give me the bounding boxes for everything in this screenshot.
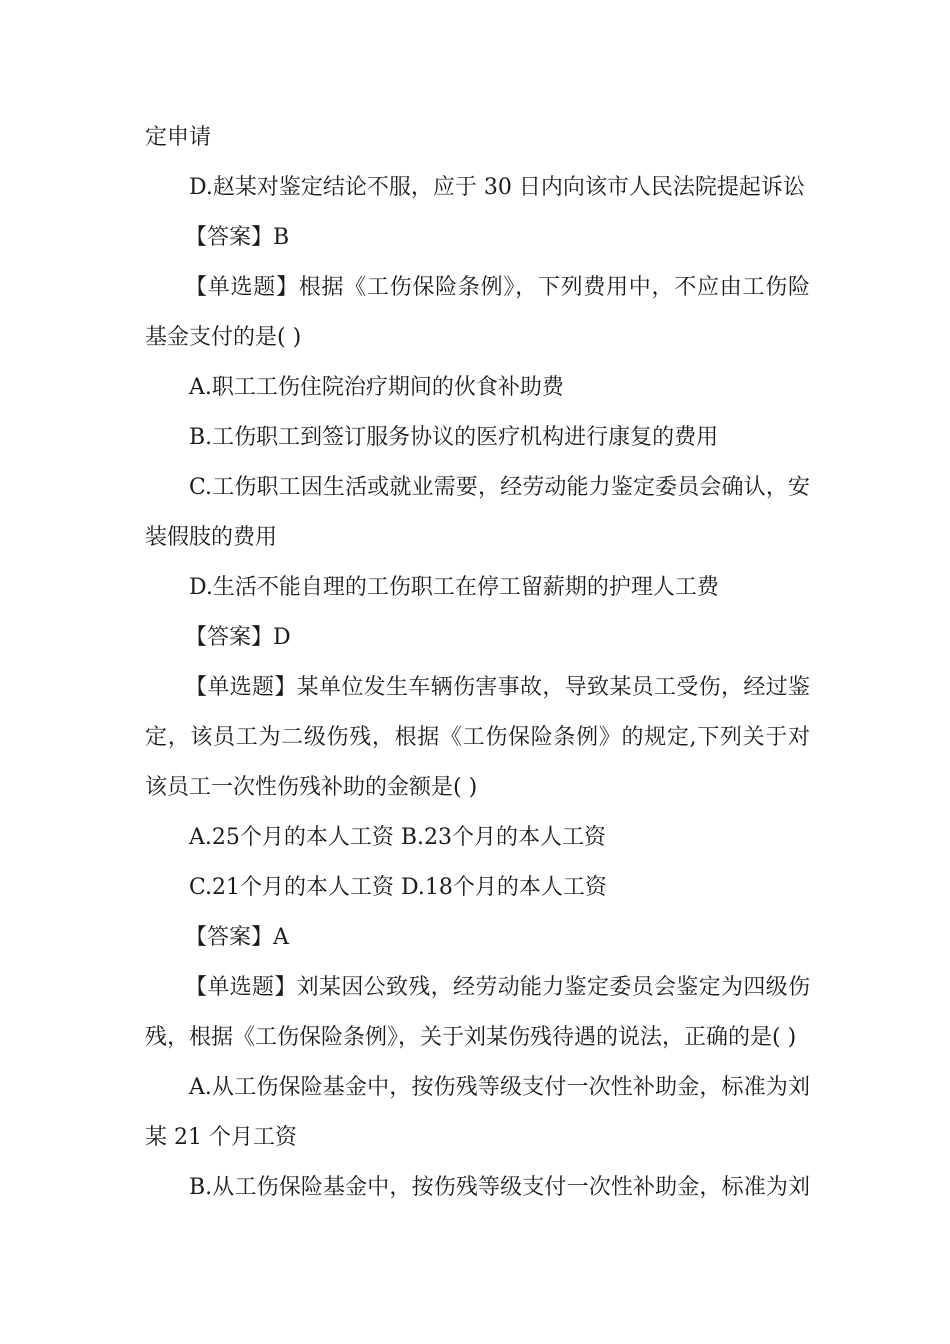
question-line: 【单选题】某单位发生车辆伤害事故，导致某员工受伤，经过鉴 bbox=[185, 675, 810, 700]
answer-line: 【答案】A bbox=[185, 925, 289, 950]
option-a-continued: 某 21 个月工资 bbox=[145, 1125, 297, 1150]
question-line: 残，根据《工伤保险条例》，关于刘某伤残待遇的说法，正确的是( ) bbox=[145, 1025, 797, 1050]
question-line: 【单选题】刘某因公致残，经劳动能力鉴定委员会鉴定为四级伤 bbox=[185, 975, 810, 1000]
option-b: B.从工伤保险基金中，按伤残等级支付一次性补助金，标准为刘 bbox=[189, 1175, 810, 1200]
option-d: D.赵某对鉴定结论不服，应于 30 日内向该市人民法院提起诉讼 bbox=[189, 175, 805, 200]
options-a-b: A.25个月的本人工资 B.23个月的本人工资 bbox=[189, 825, 607, 850]
question-line: 该员工一次性伤残补助的金额是( ) bbox=[145, 775, 478, 800]
option-c-continued: 装假肢的费用 bbox=[145, 525, 278, 550]
options-c-d: C.21个月的本人工资 D.18个月的本人工资 bbox=[189, 875, 607, 900]
question-line: 【单选题】根据《工伤保险条例》，下列费用中，不应由工伤险 bbox=[185, 275, 810, 300]
answer-line: 【答案】B bbox=[185, 225, 290, 250]
question-line: 定，该员工为二级伤残，根据《工伤保险条例》的规定,下列关于对 bbox=[145, 725, 810, 750]
option-a: A.从工伤保险基金中，按伤残等级支付一次性补助金，标准为刘 bbox=[189, 1075, 810, 1100]
document-body bbox=[145, 113, 810, 1213]
answer-line: 【答案】D bbox=[185, 625, 291, 650]
option-a: A.职工工伤住院治疗期间的伙食补助费 bbox=[189, 375, 564, 400]
question-line: 基金支付的是( ) bbox=[145, 325, 302, 350]
option-b: B.工伤职工到签订服务协议的医疗机构进行康复的费用 bbox=[189, 425, 719, 450]
option-c: C.工伤职工因生活或就业需要，经劳动能力鉴定委员会确认，安 bbox=[189, 475, 810, 500]
option-d: D.生活不能自理的工伤职工在停工留薪期的护理人工费 bbox=[189, 575, 719, 600]
text-line: 定申请 bbox=[145, 125, 212, 150]
